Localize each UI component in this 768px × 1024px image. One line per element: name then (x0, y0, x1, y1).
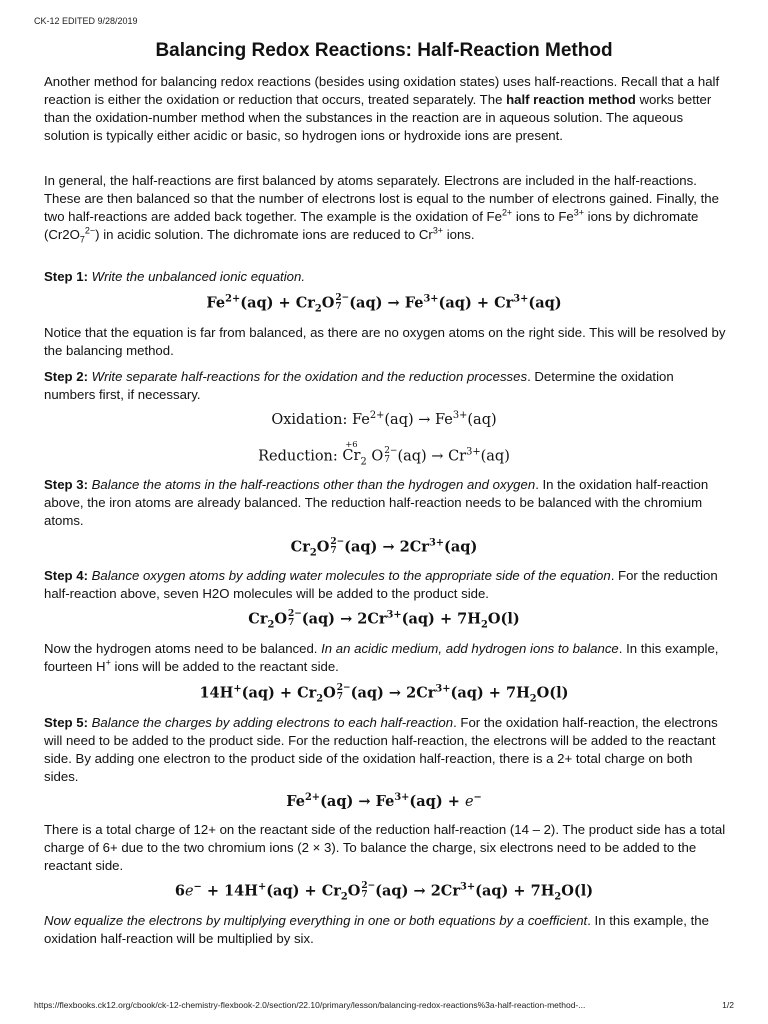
paragraph-notice: Notice that the equation is far from balanced, as there are no oxygen atoms on the right side. This will be resolved by the balancing method. (44, 325, 726, 358)
paragraph-general: In general, the half-reactions are first balanced by atoms separately. Electrons are included in the half-reactions. These are then balanced so that the number of electrons lost is equal to the number of electrons gained. Finally, the two half-reactions are added back together. The example is the oxidation of $Fe^{2+}$ ions to $Fe^{3+}$ ions by dichromate $(Cr2O_7^{2-})$ in acidic solution. The dichromate ions are reduced to $Cr^{3+}$ ions. (44, 173, 719, 245)
term-half-reaction-method: half reaction method (506, 92, 636, 107)
page-title: Balancing Redox Reactions: Half-Reaction Method (155, 40, 613, 61)
equation-oxidation-electrons: $Fe^{2+}(aq) \to Fe^{3+}(aq) + e^-$ (286, 792, 482, 810)
step-3: Step 3: Balance the atoms in the half-reactions other than the hydrogen and oxygen. In the oxidation half-reaction above, the iron atoms are already balanced. The reduction half-reaction needs to be balanced with the chromium atoms. (44, 477, 709, 528)
print-header: CK-12 EDITED 9/28/2019 (34, 16, 138, 26)
equation-reduction-electrons: $6e^- + 14H^+(aq) + Cr_2O$ 2− 7 $(aq) \to 2Cr^{3+}(aq) + 7H_2O(l)$ (174, 881, 594, 903)
print-footer (34, 1000, 734, 1010)
equation-oxidation: Oxidation: $Fe^{2+}(aq) \to Fe^{3+}(aq)$ (271, 410, 497, 428)
paragraph-total-charge: There is a total charge of 12+ on the reactant side of the reduction half-reaction (14 – 2). The product side has a total charge of 6+ due to the two chromium ions (2 × 3). To balance the charge, six electrons need to be added to the reactant side. (44, 822, 726, 873)
equation-unbalanced: $Fe^{2+}(aq) + Cr_2O$ 2− 7 $(aq) \to Fe^{3+}(aq) + Cr^{3+}(aq)$ (206, 293, 562, 315)
paragraph-hydrogen: Now the hydrogen atoms need to be balanced. In an acidic medium, add hydrogen ions to balance. In this example, fourteen H+ ions will be added to the reactant side. (44, 641, 719, 674)
step-5: Step 5: Balance the charges by adding electrons to each half-reaction. For the oxidation half-reaction, the electrons will need to be added to the product side. For the reduction half-reaction, the electrons will be added to the reactant side. By adding one electron to the product side of the oxidation half-reaction, there is a 2+ total charge on both sides. (44, 715, 718, 784)
equation-hydrogen-added: $14H^+(aq) + Cr_2O$ 2− 7 $(aq) \to 2Cr^{3+}(aq) + 7H_2O(l)$ (199, 683, 569, 705)
equation-water-added: $Cr_2O$ 2− 7 $(aq) \to 2Cr^{3+}(aq) + 7H_2O(l)$ (248, 609, 520, 631)
equation-reduction: Reduction: +6 $Cr_2$ O 2− 7 $(aq) \to Cr^{3+}(aq)$ (258, 439, 510, 468)
paragraph-equalize: Now equalize the electrons by multiplying everything in one or both equations by a coefficient. In this example, the oxidation half-reaction will be multiplied by six. (44, 913, 709, 946)
footer-url: https://flexbooks.ck12.org/cbook/ck-12-chemistry-flexbook-2.0/section/22.10/primary/lesson/balancing-redox-reactions%3a-half-reaction-method-... (34, 1000, 586, 1010)
page-number: 1/2 (722, 1000, 734, 1010)
oxidation-number: +6 (345, 439, 358, 450)
step-2: Step 2: Write separate half-reactions for the oxidation and the reduction processes. Determine the oxidation numbers first, if necessary. (44, 369, 674, 402)
equation-chromium-balanced: $Cr_2O$ 2− 7 $(aq) \to 2Cr^{3+}(aq)$ (290, 537, 478, 559)
step-1: Step 1: Write the unbalanced ionic equation. (44, 269, 305, 284)
paragraph-intro: Another method for balancing redox reactions (besides using oxidation states) uses half-reactions. Recall that a half reaction is either the oxidation or reduction that occurs, treated separately. The half reaction method works better than the oxidation-number method when the substances in the reaction are in aqueous solution. The aqueous solution is typically either acidic or basic, so hydrogen ions or hydroxide ions are present. (44, 74, 720, 143)
step-4: Step 4: Balance oxygen atoms by adding water molecules to the appropriate side of the equation. For the reduction half-reaction above, seven H2O molecules will be added to the product side. (44, 568, 718, 601)
